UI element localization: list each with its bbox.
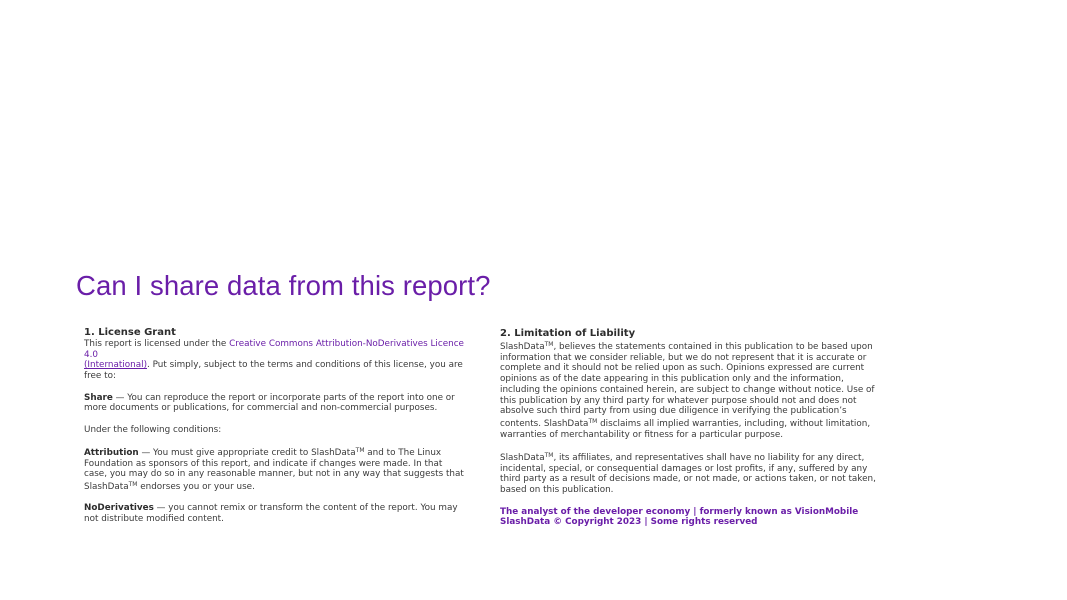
license-grant-section (84, 326, 468, 536)
attribution-text-3: endorses you or your use. (137, 482, 255, 493)
liability-text-c: disclaims all implied warranties, including, without limitation, warranties of merchantability or fitness for a particular purpose. (500, 418, 871, 440)
noderivatives-paragraph (84, 503, 468, 524)
trademark-mark: TM (588, 417, 598, 425)
attribution-paragraph (84, 446, 468, 493)
attribution-term: Attribution (84, 447, 139, 458)
liability-section (500, 327, 885, 528)
footer-tagline: The analyst of the developer economy | formerly known as VisionMobile (500, 506, 859, 517)
share-text: — You can reproduce the report or incorporate parts of the report into one or more documents or publications, for commercial and non-commercial purposes. (84, 392, 455, 414)
liability-text-a: SlashData (500, 342, 545, 352)
trademark-mark: TM (544, 452, 554, 460)
liability-text-e: , its affiliates, and representatives shall have no liability for any direct, incidental, special, or consequential damages or lost profits, if any, suffered by any third party as a result of decisions made, or not made, or actions taken, or not taken, based on this publication. (500, 453, 876, 496)
license-grant-heading: 1. License Grant (84, 327, 176, 338)
license-link[interactable]: Creative Commons Attribution-NoDerivatives Licence 4.0 (84, 339, 464, 360)
trademark-mark: TM (544, 341, 554, 348)
attribution-text-2: and to The Linux Foundation as sponsors of this report, and indicate if changes were made. In that case, you may do so in any reasonable manner, but not in any way that suggests that SlashData (84, 447, 464, 493)
license-intro-after: . Put simply, subject to the terms and conditions of this license, you are free to: (84, 360, 463, 382)
liability-heading: 2. Limitation of Liability (500, 328, 636, 339)
trademark-mark: TM (128, 481, 138, 489)
trademark-mark: TM (355, 446, 365, 454)
footer-copyright: SlashData © Copyright 2023 | Some rights reserved (500, 517, 758, 528)
page-title: Can I share data from this report? (76, 270, 491, 301)
attribution-text-1: — You must give appropriate credit to SlashData (138, 447, 356, 458)
liability-text-b: , believes the statements contained in this publication to be based upon information that we consider reliable, but we do not represent that it is accurate or complete and it should not be relied upon as such. Opinions expressed are current opinions as of the date appearing in this publication only and the information, including the opinions contained herein, are subject to change without notice. Use of this publication by any third party for whatever purpose should not and does not absolve such third party from using due diligence in verifying the publication’s contents. SlashData (500, 342, 875, 429)
liability-paragraph-1 (500, 340, 885, 440)
license-intro-text: This report is licensed under the (84, 339, 230, 349)
license-link-international[interactable]: (International) (84, 360, 148, 371)
share-paragraph (84, 393, 468, 414)
liability-paragraph-2 (500, 451, 885, 496)
share-term: Share (84, 392, 113, 403)
noderivatives-term: NoDerivatives (84, 503, 154, 514)
noderivatives-text: — you cannot remix or transform the content of the report. You may not distribute modified content. (84, 503, 458, 525)
liability-text-d: SlashData (500, 453, 545, 464)
license-intro-paragraph (84, 339, 468, 382)
conditions-paragraph: Under the following conditions: (84, 424, 222, 435)
